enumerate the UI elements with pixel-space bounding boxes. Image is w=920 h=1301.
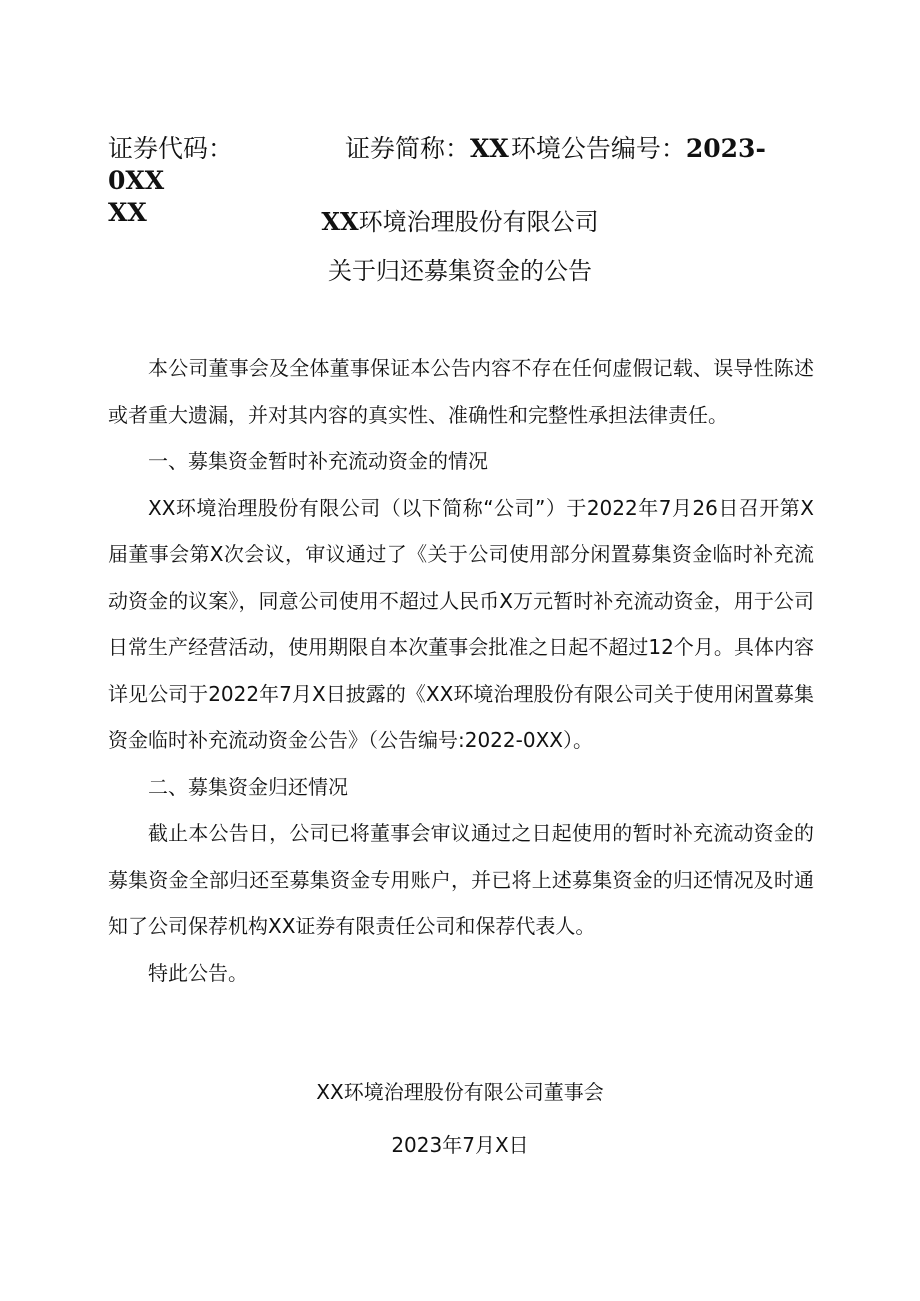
- company-title: [0, 205, 920, 239]
- notice-number-label: 公告编号：: [560, 134, 686, 163]
- notice-number-value: 2023-0XX: [108, 134, 766, 195]
- section1-paragraph: XX环境治理股份有限公司（以下简称“公司”）于2022年7月26日召开第X届董事会第X次会议，审议通过了《关于公司使用部分闲置募集资金临时补充流动资金的议案》，同意公司使用不超过人民币X万元暂时补充流动资金，用于公司日常生产经营活动，使用期限自本次董事会批准之日起不超过12个月。具体内容详见公司于2022年7月X日披露的《XX环境治理股份有限公司关于使用闲置募集资金临时补充流动资金公告》（公告编号:2022-0XX）。: [108, 495, 814, 752]
- securities-short-name-suffix: 环境: [510, 134, 561, 163]
- section2-heading: 二、募集资金归还情况: [148, 774, 348, 799]
- section2-paragraph: 截止本公告日，公司已将董事会审议通过之日起使用的暂时补充流动资金的募集资金全部归还至募集资金专用账户，并已将上述募集资金的归还情况及时通知了公司保荐机构XX证券有限责任公司和保荐代表人。: [108, 821, 814, 938]
- securities-short-name-label: 证券简称：: [345, 134, 471, 163]
- notice-number-wrap: XX: [108, 198, 147, 227]
- announcement-body: [108, 345, 814, 996]
- disclaimer-paragraph: 本公司董事会及全体董事保证本公告内容不存在任何虚假记载、误导性陈述或者重大遗漏，并对其内容的真实性、准确性和完整性承担法律责任。: [108, 356, 814, 427]
- section1-heading: 一、募集资金暂时补充流动资金的情况: [148, 449, 488, 473]
- signoff-date: 2023年7月X日: [391, 1133, 529, 1157]
- company-title-prefix: XX: [321, 207, 359, 236]
- securities-short-name-value: XX: [470, 134, 509, 163]
- announcement-subject: 关于归还募集资金的公告: [328, 257, 592, 285]
- closing-paragraph: 特此公告。: [148, 960, 248, 985]
- securities-code-label: 证券代码：: [108, 134, 234, 163]
- signoff-company: XX环境治理股份有限公司董事会: [316, 1080, 604, 1104]
- company-title-rest: 环境治理股份有限公司: [358, 208, 599, 236]
